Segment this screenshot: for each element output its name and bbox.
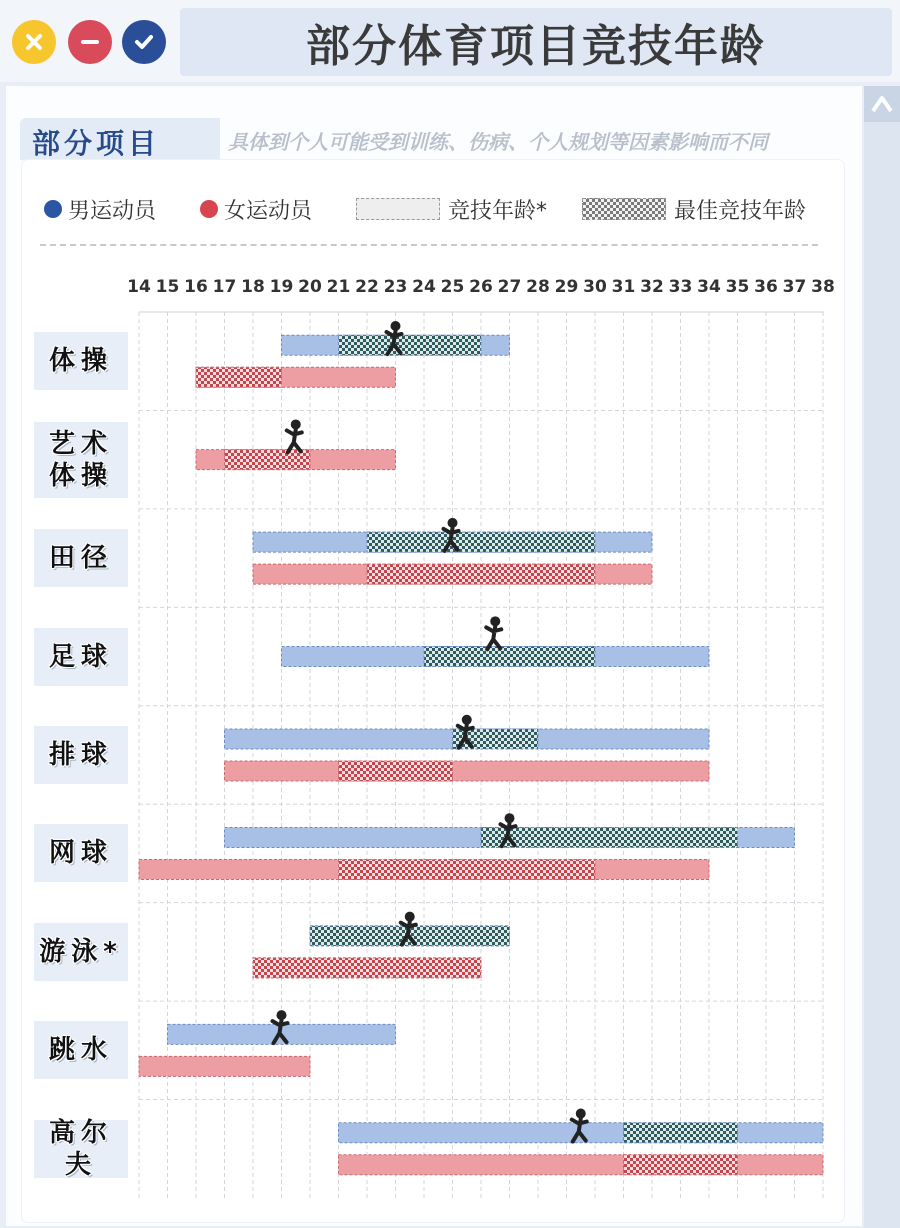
section-note: 具体到个人可能受到训练、伤病、个人规划等因素影响而不同: [228, 130, 768, 154]
legend-female-label: 女运动员: [224, 198, 313, 224]
category-label: 排球: [34, 726, 128, 784]
page-title: 部分体育项目竞技年龄: [306, 21, 766, 72]
section-tab-label: 部分项目: [32, 127, 161, 160]
x-tick-label: 19: [269, 277, 294, 297]
x-tick-label: 14: [127, 277, 151, 297]
female-best-bar: [339, 761, 453, 781]
x-tick-label: 16: [184, 277, 208, 297]
female-range-bar: [339, 1155, 824, 1175]
x-tick-label: 37: [782, 277, 807, 297]
male-best-bar: [339, 335, 482, 355]
x-tick-label: 27: [497, 277, 522, 297]
male-best-bar: [624, 1123, 738, 1143]
female-best-bar: [339, 859, 596, 879]
x-tick-label: 17: [212, 277, 237, 297]
category-label: 艺术体操: [34, 422, 128, 498]
x-tick-label: 22: [355, 277, 379, 297]
category-label: 网球: [34, 824, 128, 882]
x-tick-label: 32: [640, 277, 664, 297]
category-label: 游泳*: [34, 923, 128, 981]
x-tick-label: 38: [811, 277, 835, 297]
x-tick-label: 20: [298, 277, 322, 297]
x-tick-label: 29: [554, 277, 579, 297]
x-tick-label: 18: [241, 277, 265, 297]
x-tick-label: 35: [725, 277, 750, 297]
x-tick-label: 15: [155, 277, 180, 297]
legend-best-label: 最佳竞技年龄: [674, 198, 807, 224]
female-range-bar: [139, 1056, 310, 1076]
x-tick-label: 21: [326, 277, 351, 297]
x-tick-label: 26: [469, 277, 493, 297]
x-tick-label: 34: [697, 277, 721, 297]
x-tick-label: 28: [526, 277, 550, 297]
category-label: 高尔夫: [34, 1120, 128, 1178]
x-tick-label: 23: [383, 277, 408, 297]
legend-competitive-label: 竞技年龄*: [448, 198, 548, 224]
female-best-bar: [624, 1155, 738, 1175]
female-best-bar: [225, 450, 311, 470]
female-best-bar: [196, 367, 282, 387]
female-range-bar: [225, 761, 710, 781]
x-tick-label: 25: [440, 277, 465, 297]
female-best-bar: [253, 958, 481, 978]
male-best-bar: [424, 647, 595, 667]
female-best-bar: [367, 564, 595, 584]
x-tick-label: 30: [583, 277, 607, 297]
legend-male-label: 男运动员: [68, 198, 157, 224]
x-tick-label: 36: [754, 277, 778, 297]
male-best-bar: [367, 532, 595, 552]
x-tick-label: 24: [412, 277, 436, 297]
x-tick-label: 31: [611, 277, 636, 297]
x-tick-label: 33: [668, 277, 693, 297]
male-best-bar: [481, 827, 738, 847]
category-label: 跳水: [34, 1021, 128, 1079]
category-label: 体操: [34, 332, 128, 390]
category-label: 田径: [34, 529, 128, 587]
category-label: 足球: [34, 628, 128, 686]
